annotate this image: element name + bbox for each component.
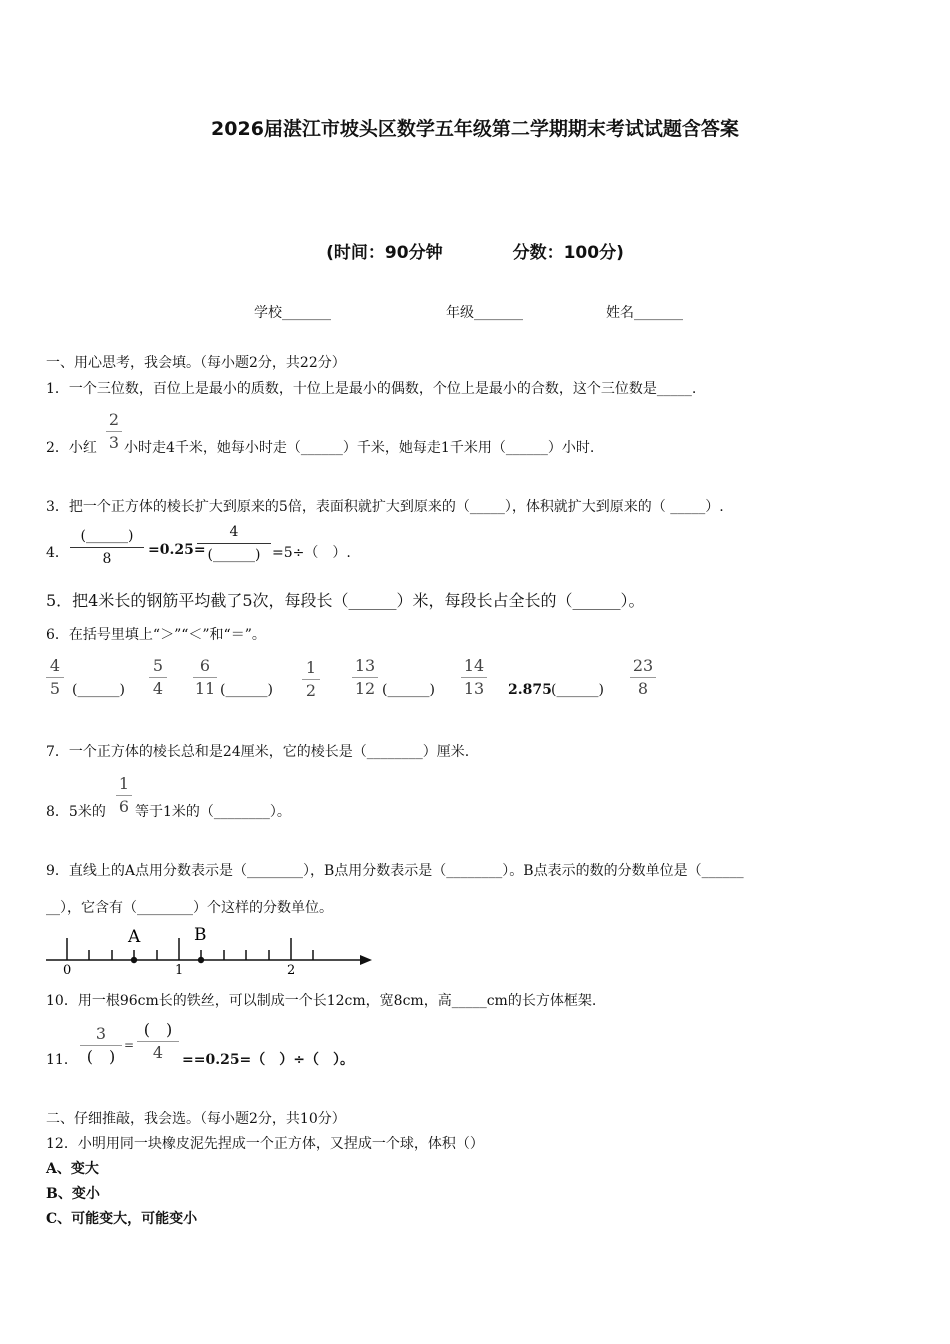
- question-4-label: 4．: [46, 545, 69, 561]
- fraction-numerator: 4: [229, 524, 239, 540]
- fraction-denominator: 5: [49, 679, 61, 698]
- question-5: 5．把4米长的钢筋平均截了5次，每段长（______）米，每段长占全长的（______）。: [46, 591, 645, 610]
- fraction-numerator: 5: [152, 656, 164, 675]
- tick-label-0: 0: [63, 963, 72, 978]
- question-11-label: 11．: [46, 1052, 78, 1068]
- question-4-middle: =0.25=: [148, 542, 206, 558]
- fraction-denominator: 8: [102, 551, 112, 567]
- fraction-numerator: 4: [49, 656, 61, 675]
- document-title: 2026届湛江市坡头区数学五年级第二学期期末考试试题含答案: [211, 118, 739, 140]
- fraction-numerator: 2: [108, 410, 120, 429]
- question-9-line-2: __），它含有（________）个这样的分数单位。: [46, 900, 333, 916]
- question-12: 12．小明用同一块橡皮泥先捏成一个正方体，又捏成一个球，体积（）: [46, 1136, 484, 1152]
- fraction-numerator: 14: [463, 656, 485, 675]
- fraction-numerator: ( ): [143, 1020, 173, 1039]
- section-1-heading: 一、用心思考，我会填。（每小题2分，共22分）: [46, 355, 346, 371]
- option-b[interactable]: B、变小: [46, 1186, 100, 1202]
- question-1: 1．一个三位数，百位上是最小的质数，十位上是最小的偶数，个位上是最小的合数，这个三位数是_____.: [46, 381, 697, 397]
- point-a-marker: [131, 957, 137, 963]
- question-6: 6．在括号里填上“＞”“＜”和“＝”。: [46, 627, 266, 643]
- fraction-numerator: (______): [80, 528, 134, 544]
- q6-fraction-5-4: [149, 656, 167, 699]
- fraction-numerator: 23: [632, 656, 654, 675]
- fraction-denominator: 3: [108, 433, 120, 452]
- q6-fraction-6-11: [193, 656, 217, 699]
- question-7: 7．一个正方体的棱长总和是24厘米，它的棱长是（________）厘米.: [46, 744, 470, 760]
- q6-fraction-23-8: [630, 656, 656, 699]
- q6-fraction-14-13: [461, 656, 487, 699]
- fraction-denominator: ( ): [86, 1047, 116, 1066]
- q6-blank-2: (______): [220, 682, 273, 698]
- q6-blank-1: (______): [72, 682, 125, 698]
- fraction-denominator: 13: [463, 679, 485, 698]
- question-11-equals: =: [124, 1038, 135, 1052]
- grade-field: 年级_______: [446, 305, 523, 321]
- point-a-label: A: [128, 927, 141, 947]
- question-4-fraction-1: [70, 526, 144, 569]
- q6-fraction-4-5: [46, 656, 64, 699]
- section-2-heading: 二、仔细推敲，我会选。（每小题2分，共10分）: [46, 1111, 346, 1127]
- q6-fraction-1-2: [302, 658, 320, 701]
- question-9-line-1: 9．直线上的A点用分数表示是（________），B点用分数表示是（________）。B点表示的数的分数单位是（______: [46, 863, 744, 879]
- school-field: 学校_______: [254, 305, 331, 321]
- tick-label-1: 1: [175, 963, 184, 978]
- fraction-denominator: 6: [118, 797, 130, 816]
- fraction-numerator: 3: [95, 1024, 107, 1043]
- question-2-text: 小时走4千米，她每小时走（______）千米，她每走1千米用（______）小时.: [124, 440, 595, 456]
- question-3: 3．把一个正方体的棱长扩大到原来的5倍，表面积就扩大到原来的（_____），体积就扩大到原来的（ _____）.: [46, 499, 724, 515]
- option-a[interactable]: A、变大: [46, 1161, 99, 1177]
- question-10: 10．用一根96cm长的铁丝，可以制成一个长12cm，宽8cm，高_____cm的长方体框架.: [46, 993, 597, 1009]
- question-8-text: 等于1米的（________）。: [135, 804, 291, 820]
- question-8-prefix: 8．5米的: [46, 804, 106, 820]
- fraction-denominator: 11: [194, 679, 216, 698]
- tick-label-2: 2: [287, 963, 296, 978]
- q6-blank-3: (______): [382, 682, 435, 698]
- fraction-numerator: 13: [354, 656, 376, 675]
- fraction-numerator: 1: [118, 774, 130, 793]
- question-11-text: ==0.25=（ ）÷（ ）。: [182, 1052, 355, 1068]
- fraction-denominator: 12: [354, 679, 376, 698]
- fraction-denominator: 2: [305, 681, 317, 700]
- question-11-fraction-2: [137, 1020, 179, 1063]
- question-2-fraction: [106, 410, 122, 453]
- point-b-label: B: [194, 925, 207, 945]
- question-4-text: =5÷（ ）.: [272, 545, 351, 561]
- fraction-denominator: 4: [152, 679, 164, 698]
- q6-blank-4: (______): [551, 682, 604, 698]
- exam-score: 分数：100分): [512, 243, 624, 263]
- fraction-denominator: (______): [207, 547, 261, 563]
- number-line: [40, 922, 380, 978]
- exam-time: (时间：90分钟: [326, 243, 443, 263]
- fraction-denominator: 8: [637, 679, 649, 698]
- exam-subtitle: [0, 238, 950, 263]
- name-field: 姓名_______: [606, 305, 683, 321]
- point-b-marker: [198, 957, 204, 963]
- option-c[interactable]: C、可能变大，可能变小: [46, 1211, 198, 1227]
- q6-fraction-13-12: [352, 656, 378, 699]
- fraction-numerator: 6: [199, 656, 211, 675]
- question-2-prefix: 2．小红: [46, 440, 97, 456]
- fraction-numerator: 1: [305, 658, 317, 677]
- question-11-fraction-1: [80, 1024, 122, 1067]
- question-4-fraction-2: [197, 522, 271, 565]
- fraction-denominator: 4: [152, 1043, 164, 1062]
- question-8-fraction: [116, 774, 132, 817]
- q6-decimal: 2.875: [508, 682, 552, 698]
